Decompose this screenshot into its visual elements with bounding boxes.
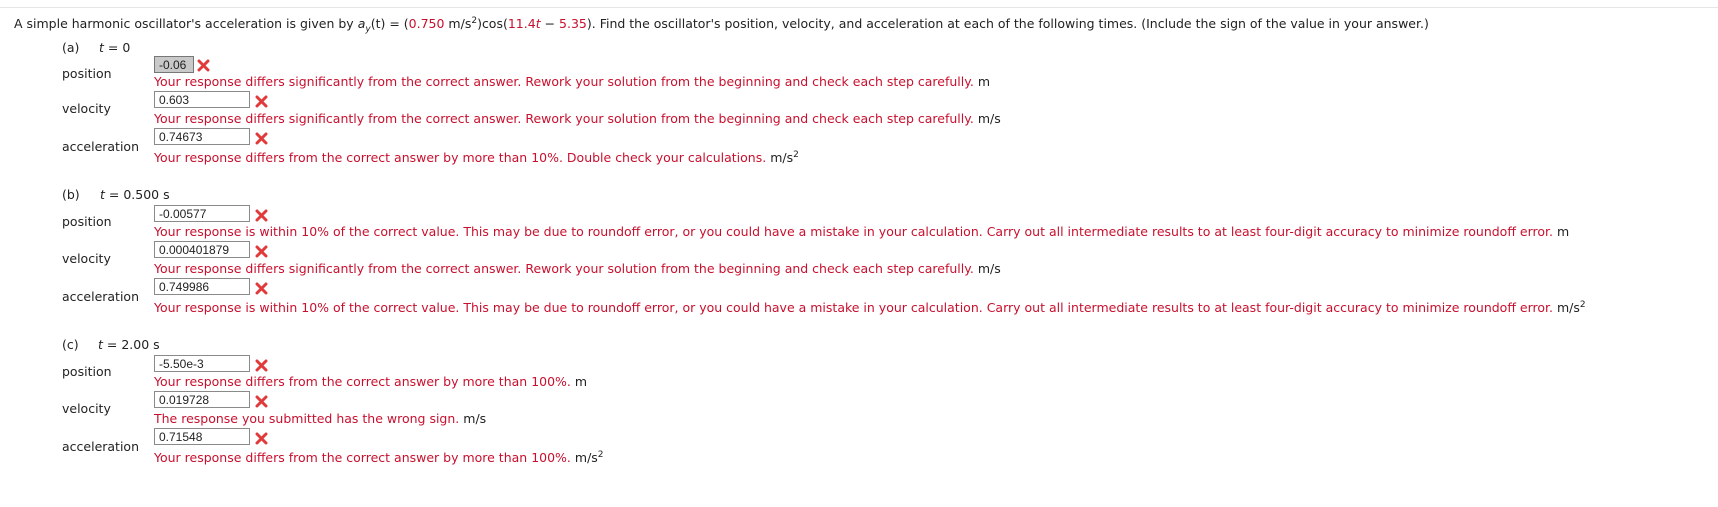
incorrect-icon xyxy=(197,59,210,72)
accel-symbol: a xyxy=(357,16,366,32)
incorrect-icon xyxy=(255,359,268,372)
part-c-velocity-label: velocity xyxy=(62,401,111,416)
feedback-text: Your response is within 10% of the correct value. This may be due to roundoff error, or you could have a mistake in your calculation. Carry out all intermediate results to at least four-digit accuracy to minimize roundoff error. xyxy=(154,300,1553,316)
incorrect-icon xyxy=(255,95,268,108)
part-a-position-input[interactable]: -0.06 xyxy=(154,56,194,73)
part-c-time-value: = 2.00 s xyxy=(102,337,160,352)
omega-value: 11.4 xyxy=(507,16,536,32)
part-c-position-input[interactable]: -5.50e-3 xyxy=(154,355,250,372)
part-b-acceleration-label: acceleration xyxy=(62,289,140,304)
part-c-label: (c) xyxy=(62,337,79,352)
feedback-text: Your response differs significantly from the correct answer. Rework your solution from the beginning and check each step carefully. xyxy=(154,261,974,276)
feedback-text: Your response differs from the correct answer by more than 100%. xyxy=(154,450,571,466)
part-b-position-feedback xyxy=(154,224,1569,239)
part-a-acceleration-input[interactable]: 0.74673 xyxy=(154,128,250,145)
part-a-acceleration-feedback xyxy=(154,150,799,165)
unit-label: $m/s^2$ xyxy=(1556,300,1586,316)
amplitude-unit: m/s xyxy=(444,16,472,32)
part-b-time-value: = 0.500 s xyxy=(104,187,170,202)
problem-rest: ). Find the oscillator's position, velocity, and acceleration at each of the following times. (Include the sign of the value in your answer.) xyxy=(586,16,1429,32)
part-a-time-value: = 0 xyxy=(103,40,131,55)
part-a-time xyxy=(99,40,130,55)
part-b-position-label: position xyxy=(62,214,112,229)
part-b-velocity-label: velocity xyxy=(62,251,111,266)
unit-label: $m/s^2$ xyxy=(574,450,604,466)
part-b-time-var: t xyxy=(100,187,105,202)
unit-label: m/s xyxy=(463,411,487,426)
cos-open: )cos( xyxy=(477,16,508,32)
part-b-acceleration-feedback xyxy=(154,300,1586,315)
phase-value: 5.35 xyxy=(559,16,587,32)
feedback-text: Your response differs significantly from the correct answer. Rework your solution from the beginning and check each step carefully. xyxy=(154,74,974,89)
part-a-velocity-feedback xyxy=(154,111,1001,126)
part-c-time-var: t xyxy=(98,337,103,352)
unit-label: m xyxy=(1556,224,1570,239)
top-border xyxy=(0,0,1718,8)
part-b-velocity-input[interactable]: 0.000401879 xyxy=(154,241,250,258)
feedback-text: Your response differs from the correct answer by more than 100%. xyxy=(154,374,571,389)
part-c-position-feedback xyxy=(154,374,587,389)
problem-statement xyxy=(14,16,1429,35)
amplitude-unit-exp: 2 xyxy=(471,16,478,26)
incorrect-icon xyxy=(255,282,268,295)
part-c-acceleration-feedback xyxy=(154,450,604,465)
part-b-position-input[interactable]: -0.00577 xyxy=(154,205,250,222)
part-c-acceleration-label: acceleration xyxy=(62,439,140,454)
incorrect-icon xyxy=(255,209,268,222)
minus-sign: − xyxy=(540,16,560,32)
part-b-velocity-feedback xyxy=(154,261,1001,276)
unit-label: m/s xyxy=(977,111,1001,126)
unit-label: m xyxy=(574,374,588,389)
part-b-acceleration-input[interactable]: 0.749986 xyxy=(154,278,250,295)
unit-label: m xyxy=(977,74,990,89)
part-b-label: (b) xyxy=(62,187,80,202)
part-c-position-label: position xyxy=(62,364,112,379)
unit-label: m/s xyxy=(977,261,1001,276)
part-a-position-label: position xyxy=(62,66,112,81)
incorrect-icon xyxy=(255,432,268,445)
part-a-position-feedback xyxy=(154,74,990,89)
part-b-time xyxy=(100,187,170,202)
feedback-text: Your response differs from the correct answer by more than 10%. Double check your calculations. xyxy=(154,150,767,166)
feedback-text: The response you submitted has the wrong sign. xyxy=(154,411,460,426)
part-c-velocity-feedback xyxy=(154,411,486,426)
feedback-text: Your response is within 10% of the correct value. This may be due to roundoff error, or you could have a mistake in your calculation. Carry out all intermediate results to at least four-digit accuracy to minimize roundoff error. xyxy=(154,224,1553,239)
accel-arg: (t) = ( xyxy=(370,16,409,32)
time-variable: t xyxy=(535,16,541,32)
incorrect-icon xyxy=(255,132,268,145)
part-a-time-var: t xyxy=(99,40,104,55)
unit-label: $m/s^2$ xyxy=(770,150,799,166)
part-c-velocity-input[interactable]: 0.019728 xyxy=(154,391,250,408)
incorrect-icon xyxy=(255,245,268,258)
part-c-time xyxy=(98,337,160,352)
part-a-label: (a) xyxy=(62,40,80,55)
accel-subscript: y xyxy=(365,24,371,35)
incorrect-icon xyxy=(255,395,268,408)
feedback-text: Your response differs significantly from the correct answer. Rework your solution from the beginning and check each step carefully. xyxy=(154,111,974,126)
part-a-acceleration-label: acceleration xyxy=(62,139,140,154)
amplitude-value: 0.750 xyxy=(408,16,445,32)
part-a-velocity-label: velocity xyxy=(62,101,111,116)
part-a-velocity-input[interactable]: 0.603 xyxy=(154,91,250,108)
problem-intro: A simple harmonic oscillator's acceleration is given by xyxy=(14,16,354,32)
part-c-acceleration-input[interactable]: 0.71548 xyxy=(154,428,250,445)
